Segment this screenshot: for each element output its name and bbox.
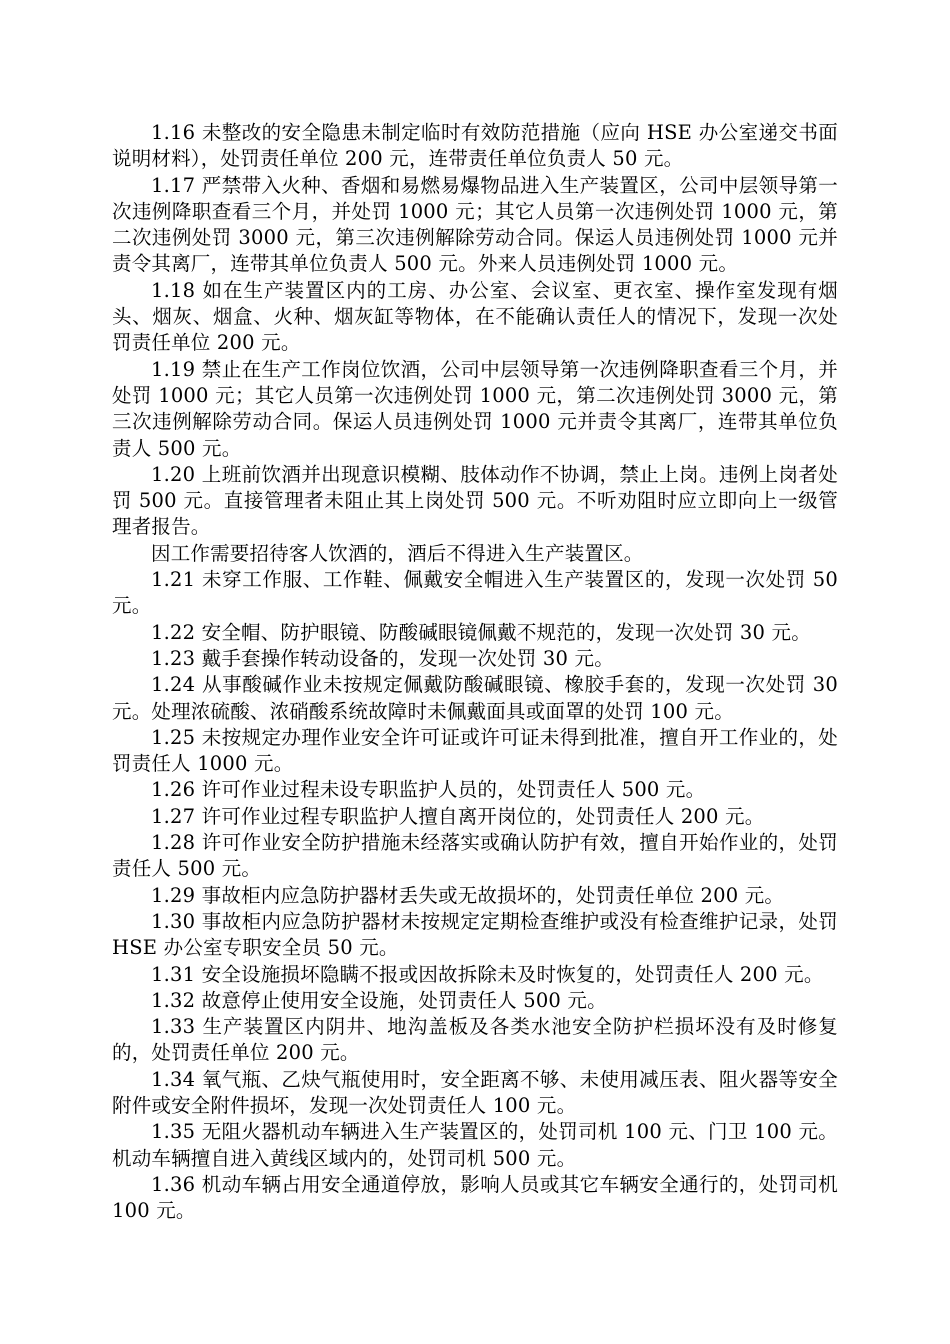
paragraph-1-29: 1.29 事故柜内应急防护器材丢失或无故损坏的，处罚责任单位 200 元。 (151, 883, 785, 907)
paragraph-1-21: 1.21 未穿工作服、工作鞋、佩戴安全帽进入生产装置区的，发现一次处罚 50 元。 (112, 568, 838, 618)
paragraph-1-32: 1.32 故意停止使用安全设施，处罚责任人 500 元。 (151, 988, 607, 1012)
paragraph-1-33: 1.33 生产装置区内阴井、地沟盖板及各类水池安全防护栏损坏没有及时修复的，处罚责任单位 200 元。 (112, 1015, 838, 1065)
paragraph-1-24: 1.24 从事酸碱作业未按规定佩戴防酸碱眼镜、橡胶手套的，发现一次处罚 30 元。处理浓硫酸、浓硝酸系统故障时未佩戴面具或面罩的处罚 100 元。 (112, 673, 838, 723)
paragraph-1-18: 1.18 如在生产装置区内的工房、办公室、会议室、更衣室、操作室发现有烟头、烟灰、烟盒、火种、烟灰缸等物体，在不能确认责任人的情况下，发现一次处罚责任单位 200 元。 (112, 278, 838, 355)
paragraph-1-25: 1.25 未按规定办理作业安全许可证或许可证未得到批准，擅自开工作业的，处罚责任人 1000 元。 (112, 725, 838, 776)
paragraph-1-35: 1.35 无阻火器机动车辆进入生产装置区的，处罚司机 100 元、门卫 100 元。机动车辆擅自进入黄线区域内的，处罚司机 500 元。 (112, 1120, 838, 1170)
paragraph-1-20: 1.20 上班前饮酒并出现意识模糊、肢体动作不协调，禁止上岗。违例上岗者处罚 500 元。直接管理者未阻止其上岗处罚 500 元。不听劝阻时应立即向上一级管理者报告。 (112, 462, 838, 539)
paragraph-1-34: 1.34 氧气瓶、乙炔气瓶使用时，安全距离不够、未使用减压表、阻火器等安全附件或安全附件损坏，发现一次处罚责任人 100 元。 (112, 1067, 838, 1117)
paragraph-1-16: 1.16 未整改的安全隐患未制定临时有效防范措施（应向 HSE 办公室递交书面说明材料），处罚责任单位 200 元，连带责任单位负责人 50 元。 (112, 121, 838, 171)
paragraph-1-31: 1.31 安全设施损坏隐瞒不报或因故拆除未及时恢复的，处罚责任人 200 元。 (151, 962, 824, 986)
paragraph-1-28: 1.28 许可作业安全防护措施未经落实或确认防护有效，擅自开始作业的，处罚责任人 500 元。 (112, 831, 838, 881)
paragraph-1-30: 1.30 事故柜内应急防护器材未按规定定期检查维护或没有检查维护记录，处罚 HSE 办公室专职安全员 50 元。 (112, 909, 838, 960)
paragraph-1-26: 1.26 许可作业过程未设专职监护人员的，处罚责任人 500 元。 (151, 778, 706, 802)
paragraph-1-22: 1.22 安全帽、防护眼镜、防酸碱眼镜佩戴不规范的，发现一次处罚 30 元。 (151, 620, 811, 644)
paragraph-note-drinking: 因工作需要招待客人饮酒的，酒后不得进入生产装置区。 (151, 541, 644, 565)
paragraph-1-36: 1.36 机动车辆占用安全通道停放，影响人员或其它车辆安全通行的，处罚司机 100 元。 (112, 1172, 838, 1223)
paragraph-1-17: 1.17 严禁带入火种、香烟和易燃易爆物品进入生产装置区，公司中层领导第一次违例降职查看三个月，并处罚 1000 元；其它人员第一次违例处罚 1000 元，第二次违例处罚 3000 元，第三次违例解除劳动合同。保运人员违例处罚 1000 元并责令其离厂，连带其单位负责人 500 元。外来人员违例处罚 1000 元。 (112, 173, 838, 276)
paragraph-1-27: 1.27 许可作业过程专职监护人擅自离开岗位的，处罚责任人 200 元。 (151, 804, 765, 828)
paragraph-1-23: 1.23 戴手套操作转动设备的，发现一次处罚 30 元。 (151, 646, 614, 670)
paragraph-1-19: 1.19 禁止在生产工作岗位饮酒，公司中层领导第一次违例降职查看三个月，并处罚 1000 元；其它人员第一次违例处罚 1000 元，第二次违例处罚 3000 元，第三次违例解除劳动合同。保运人员违例处罚 1000 元并责令其离厂，连带其单位负责人 500 元。 (112, 357, 838, 460)
